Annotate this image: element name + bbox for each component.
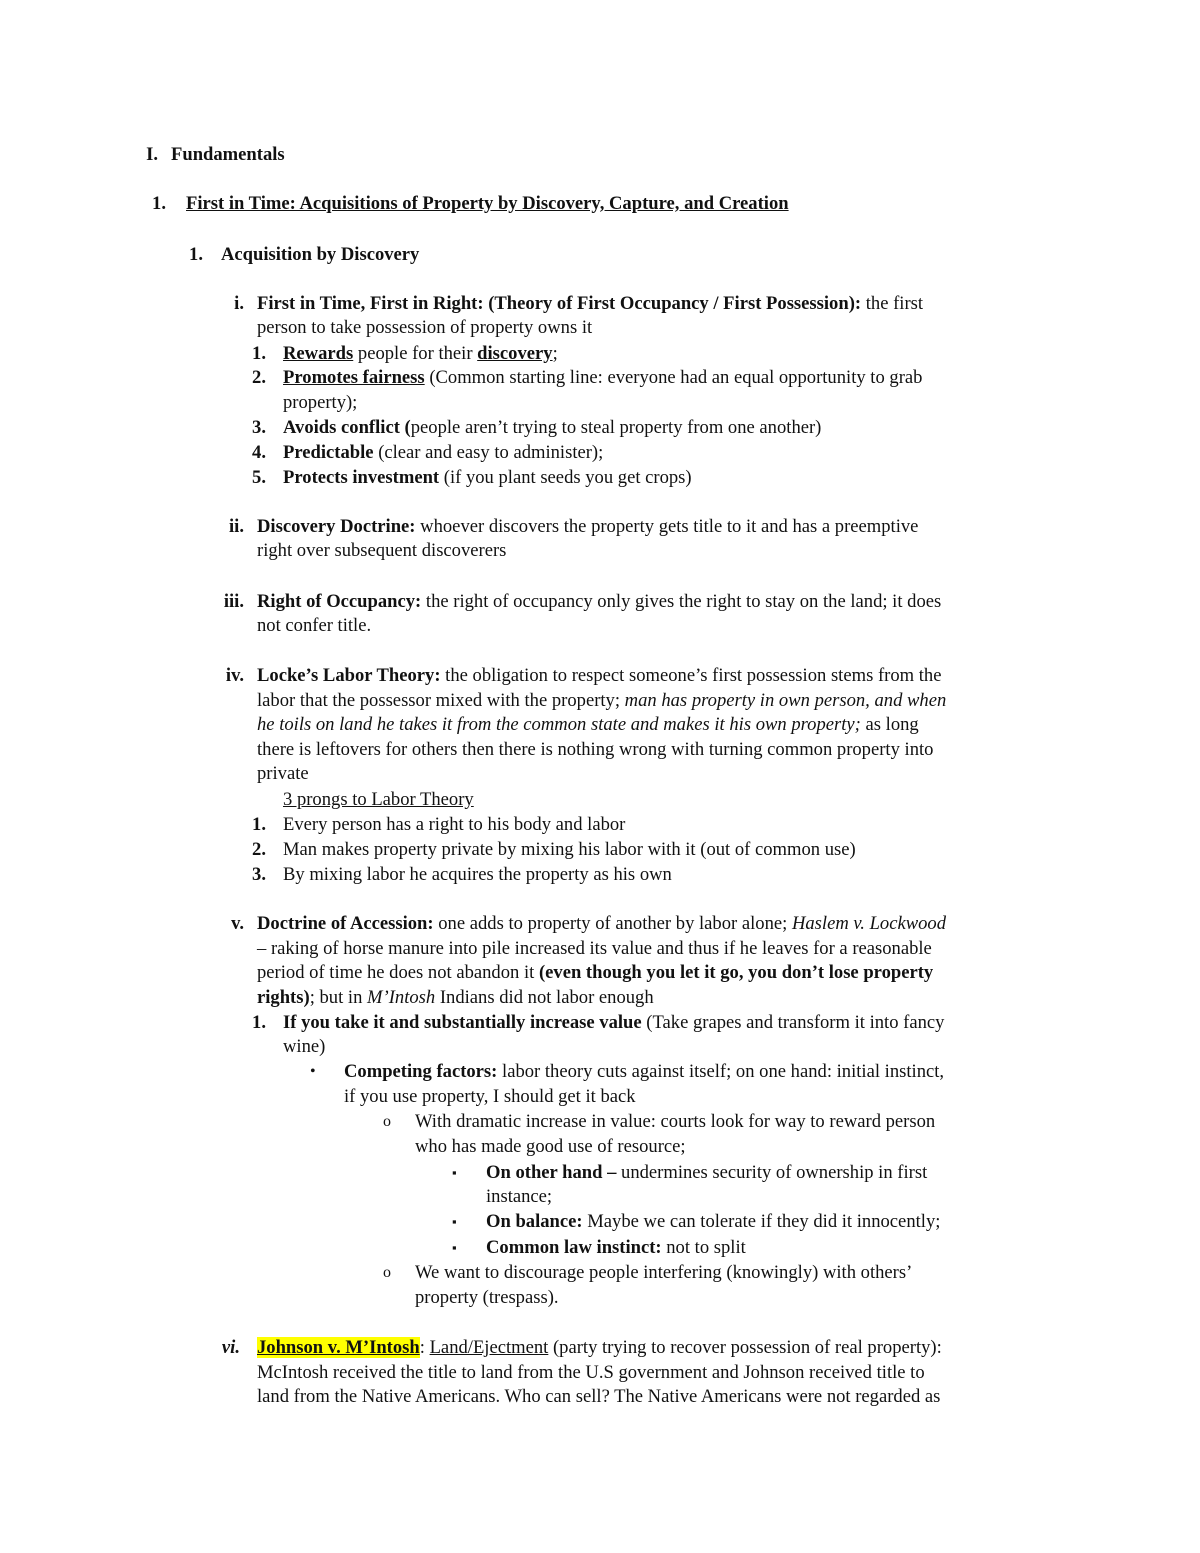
value-increase-line2: who has made good use of resource; [415, 1136, 686, 1157]
item-marker-iv: iv. [225, 665, 244, 686]
discourage-line2: property (trespass). [415, 1287, 559, 1308]
num-marker: 4. [252, 442, 266, 463]
accession-line2: – raking of horse manure into pile increased its value and thus if he leaves for a reasonable [257, 938, 932, 959]
prong-2: Man makes property private by mixing his labor with it (out of common use) [283, 839, 856, 860]
other-hand-line2: instance; [486, 1186, 553, 1207]
bullet-square: ▪ [452, 1214, 457, 1229]
item-marker-iii: iii. [223, 591, 244, 612]
outline-title: Fundamentals [171, 144, 285, 165]
section-title: First in Time: Acquisitions of Property by Discovery, Capture, and Creation [186, 193, 789, 214]
johnson-line1: Johnson v. M’Intosh: Land/Ejectment (party trying to recover possession of real property): [257, 1337, 942, 1358]
discovery-doctrine-line1: Discovery Doctrine: whoever discovers the property gets title to it and has a preemptive [257, 516, 919, 537]
bullet-square: ▪ [452, 1240, 457, 1255]
locke-line2: labor that the possessor mixed with the property; man has property in own person, and when [257, 690, 947, 711]
num-marker: 1. [252, 1012, 266, 1033]
num-marker: 2. [252, 367, 266, 388]
accession-point-1-cont: wine) [283, 1036, 326, 1057]
bullet-circle: o [383, 1113, 391, 1130]
competing-factors-line1: Competing factors: labor theory cuts against itself; on one hand: initial instinct, [344, 1061, 945, 1082]
item-marker-vi: vi. [221, 1337, 240, 1358]
discourage-line1: We want to discourage people interfering (knowingly) with others’ [415, 1262, 913, 1283]
item-marker-ii: ii. [229, 516, 244, 537]
locke-line1: Locke’s Labor Theory: the obligation to respect someone’s first possession stems from the [257, 665, 942, 686]
accession-line4: rights); but in M’Intosh Indians did not labor enough [257, 987, 654, 1008]
num-marker: 2. [252, 839, 266, 860]
discovery-doctrine-line2: right over subsequent discoverers [257, 540, 507, 561]
subsection-title: Acquisition by Discovery [221, 244, 420, 265]
accession-point-1: If you take it and substantially increase value (Take grapes and transform it into fancy [283, 1012, 945, 1033]
item-marker-i: i. [234, 293, 244, 314]
bullet-circle: o [383, 1264, 391, 1281]
rationale-investment: Protects investment (if you plant seeds you get crops) [283, 467, 692, 488]
locke-line5: private [257, 763, 309, 784]
outline-marker-roman: I. [146, 144, 158, 165]
section-number: 1. [152, 193, 166, 214]
johnson-line2: McIntosh received the title to land from the U.S government and Johnson received title to [257, 1362, 925, 1383]
num-marker: 1. [252, 343, 266, 364]
rationale-fairness-cont: property); [283, 392, 358, 413]
locke-line3: he toils on land he takes it from the common state and makes it his own property; as long [257, 714, 919, 735]
prongs-heading: 3 prongs to Labor Theory [283, 789, 474, 810]
rationale-rewards: Rewards people for their discovery; [283, 343, 558, 364]
num-marker: 3. [252, 864, 266, 885]
johnson-line3: land from the Native Americans. Who can sell? The Native Americans were not regarded as [257, 1386, 941, 1407]
num-marker: 3. [252, 417, 266, 438]
prong-1: Every person has a right to his body and labor [283, 814, 626, 835]
item-marker-v: v. [231, 913, 244, 934]
num-marker: 1. [252, 814, 266, 835]
on-balance: On balance: Maybe we can tolerate if they did it innocently; [486, 1211, 941, 1232]
rationale-fairness: Promotes fairness (Common starting line: everyone had an equal opportunity to grab [283, 367, 923, 388]
prong-3: By mixing labor he acquires the property as his own [283, 864, 672, 885]
competing-factors-line2: if you use property, I should get it back [344, 1086, 636, 1107]
rationale-conflict: Avoids conflict (people aren’t trying to steal property from one another) [283, 417, 822, 438]
accession-line3: period of time he does not abandon it (even though you let it go, you don’t lose property [257, 962, 934, 983]
bullet-square: ▪ [452, 1165, 457, 1180]
rationale-predictable: Predictable (clear and easy to administer); [283, 442, 604, 463]
subsection-number: 1. [189, 244, 203, 265]
bullet-disc: • [310, 1063, 316, 1080]
common-law-instinct: Common law instinct: not to split [486, 1237, 746, 1258]
locke-line4: there is leftovers for others then there is nothing wrong with turning common property into [257, 739, 934, 760]
first-in-time-line2: person to take possession of property owns it [257, 317, 593, 338]
accession-line1: Doctrine of Accession: one adds to property of another by labor alone; Haslem v. Lockwood [257, 913, 947, 934]
right-of-occupancy-line2: not confer title. [257, 615, 372, 636]
right-of-occupancy-line1: Right of Occupancy: the right of occupancy only gives the right to stay on the land; it does [257, 591, 942, 612]
value-increase-line1: With dramatic increase in value: courts look for way to reward person [415, 1111, 936, 1132]
other-hand-line1: On other hand – undermines security of ownership in first [486, 1162, 928, 1183]
first-in-time-line1: First in Time, First in Right: (Theory of First Occupancy / First Possession): the first [257, 293, 924, 314]
num-marker: 5. [252, 467, 266, 488]
